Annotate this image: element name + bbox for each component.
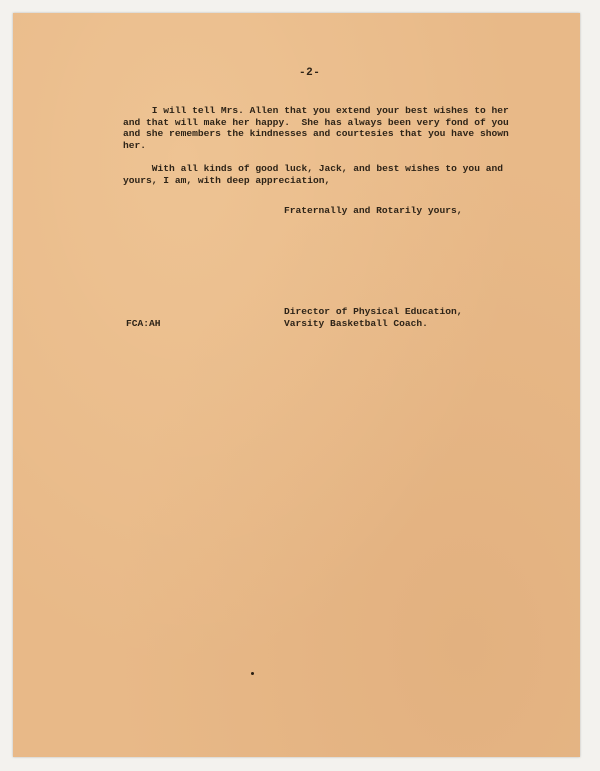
- paper-speck: [251, 672, 254, 675]
- paragraph-2: With all kinds of good luck, Jack, and best wishes to you and yours, I am, with deep appreciation,: [123, 163, 503, 186]
- reference-initials: FCA:AH: [126, 318, 161, 329]
- letter-page: [13, 13, 580, 757]
- complimentary-close: Fraternally and Rotarily yours,: [284, 205, 463, 216]
- signature-title-line: Director of Physical Education,: [284, 306, 463, 317]
- paragraph-1: I will tell Mrs. Allen that you extend your best wishes to her and that will make her happy. She has always been very fond of you and she remembers the kindnesses and courtesies that you have shown her.: [123, 105, 509, 151]
- signature-title-line: Varsity Basketball Coach.: [284, 317, 428, 329]
- page-number: -2-: [299, 67, 321, 79]
- signature-block: [284, 306, 462, 329]
